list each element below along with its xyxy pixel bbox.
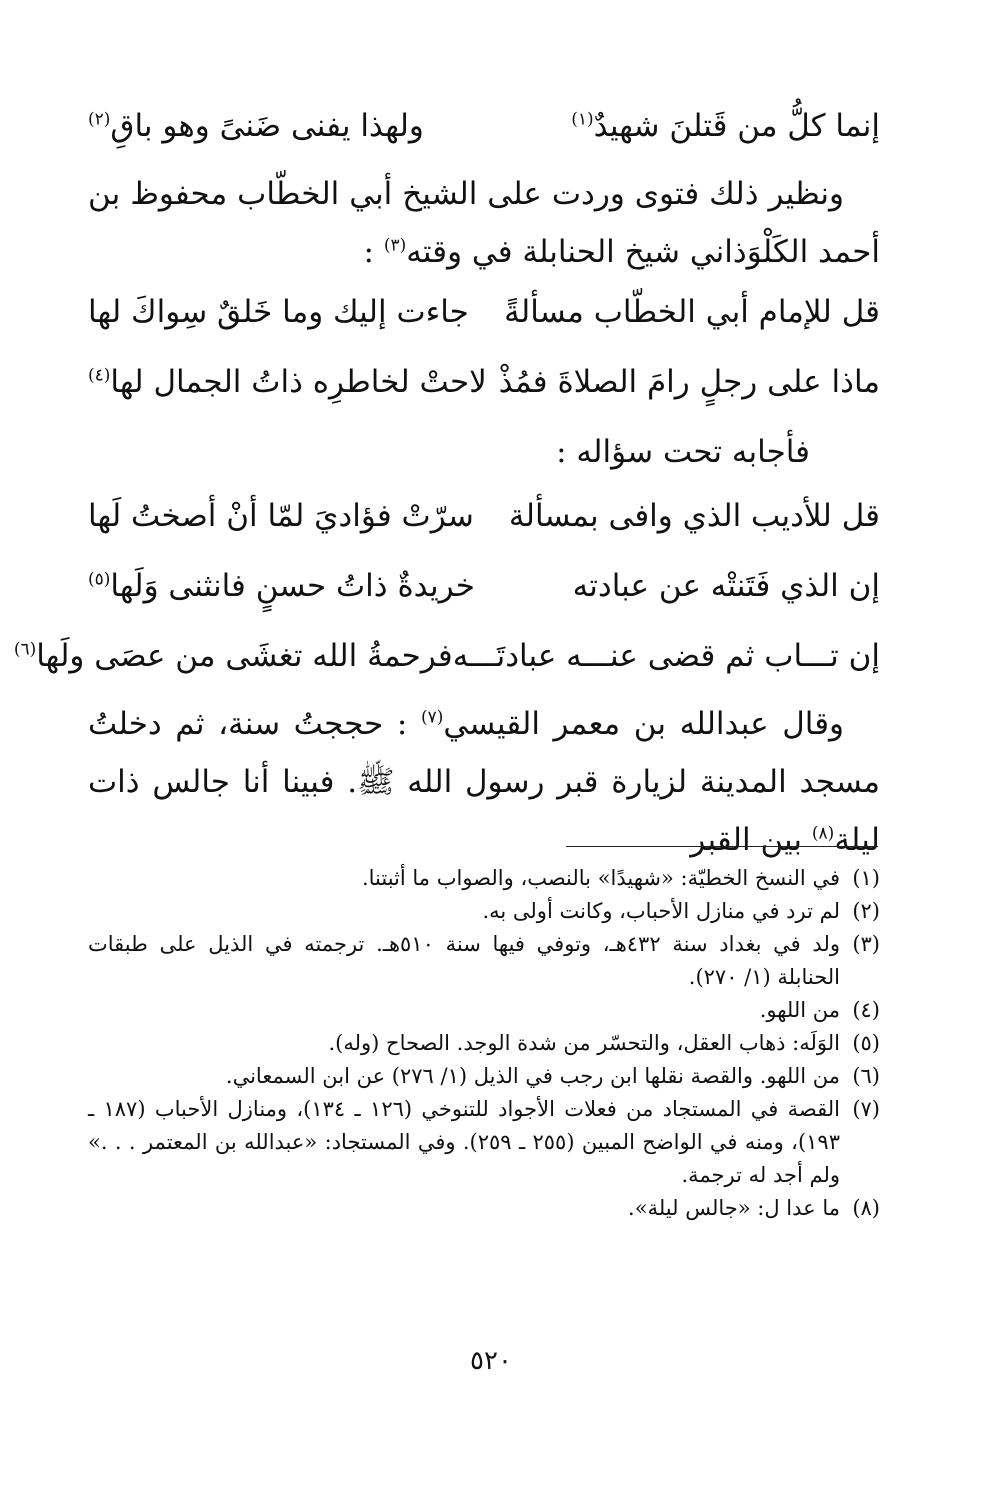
footnote-ref-4[interactable]: (٤) <box>88 365 111 386</box>
verse-line-6 <box>13 625 880 695</box>
footnote-2 <box>88 895 880 928</box>
footnote-text: من اللهو. والقصة نقلها ابن رجب في الذيل (١/ ٢٧٦) عن ابن السمعاني. <box>225 1064 840 1088</box>
verse-3-second-hemistich: لاحتْ لخاطرِه ذاتُ الجمال لها$^{(٤)}$ <box>88 364 487 400</box>
footnote-text: ما عدا ل: «جالس ليلة». <box>628 1196 840 1220</box>
footnote-ref-3[interactable]: (٣) <box>383 235 407 256</box>
main-text <box>13 95 880 869</box>
verse-1-first-hemistich: إنما كلُّ من قَتلنَ شهيدٌ$^{(١)}$ <box>571 108 880 144</box>
paragraph-fatwa-intro: ونظير ذلك فتوى وردت على الشيخ أبي الخطّاب محفوظ بن أحمد الكَلْوَذاني شيخ الحنابلة في وقته$^{(٣)}$ : <box>88 176 880 270</box>
footnote-number: (٢) <box>852 899 880 923</box>
verse-4-first-hemistich: قل للأديب الذي وافى بمسألة <box>508 498 880 534</box>
footnote-number: (٥) <box>852 1031 880 1055</box>
verse-line-4 <box>88 485 880 555</box>
footnote-text: القصة في المستجاد من فعلات الأجواد للتنوخي (١٢٦ ـ ١٣٤)، ومنازل الأحباب (١٨٧ ـ ١٩٣)، ومنه في الواضح المبين (٢٥٥ ـ ٢٥٩). وفي المستجاد: «عبدالله بن المعتمر . . .» ولم أجد له ترجمة. <box>88 1097 840 1187</box>
verse-4-second-hemistich: سرّتْ فؤاديَ لمّا أنْ أصختُ لَها <box>88 498 474 534</box>
footnote-ref-8[interactable]: (٨) <box>811 823 835 844</box>
verse-1-second-hemistich: ولهذا يفنى ضَنىً وهو باقِ$^{(٢)}$ <box>88 108 424 144</box>
footnote-text: لم ترد في منازل الأحباب، وكانت أولى به. <box>482 899 840 923</box>
footnote-number: (٦) <box>852 1064 880 1088</box>
verse-2-second-hemistich: جاءت إليك وما خَلقٌ سِواكَ لها <box>88 294 469 330</box>
footnote-ref-1[interactable]: (١) <box>571 109 594 130</box>
verse-5-first-hemistich: إن الذي فَتَنتْه عن عبادته <box>572 568 880 604</box>
footnote-separator <box>566 846 878 847</box>
verse-line-2 <box>88 281 880 351</box>
footnote-number: (٧) <box>852 1097 880 1121</box>
footnote-ref-2[interactable]: (٢) <box>88 109 111 130</box>
footnote-3 <box>88 928 880 994</box>
verse-3-first-hemistich: ماذا على رجلٍ رامَ الصلاةَ فمُذْ <box>498 364 880 400</box>
footnote-text: في النسخ الخطيّة: «شهيدًا» بالنصب، والصواب ما أثبتنا. <box>361 866 840 890</box>
footnote-text: الوَلَه: ذهاب العقل، والتحسّر من شدة الوجد. الصحاح (وله). <box>328 1031 840 1055</box>
verse-line-5 <box>88 555 880 625</box>
footnote-1 <box>88 862 880 895</box>
verse-2-first-hemistich: قل للإمام أبي الخطّاب مسألةً <box>504 294 880 330</box>
verse-line-3 <box>88 351 880 421</box>
footnotes <box>88 862 880 1225</box>
footnote-text: من اللهو. <box>759 998 840 1022</box>
footnote-4 <box>88 994 880 1027</box>
verse-6-first-hemistich: إن تـــاب ثم قضى عنـــه عبادتَـــه <box>452 638 880 674</box>
verse-5-second-hemistich: خريدةٌ ذاتُ حسنٍ فانثنى وَلَها$^{(٥)}$ <box>88 568 475 604</box>
answer-line: فأجابه تحت سؤاله : <box>556 434 810 470</box>
verse-line-1 <box>88 95 880 165</box>
footnote-number: (٣) <box>852 932 880 956</box>
footnote-number: (١) <box>852 866 880 890</box>
footnote-ref-7[interactable]: (٧) <box>420 707 444 728</box>
footnote-6 <box>88 1060 880 1093</box>
footnote-7 <box>88 1093 880 1192</box>
footnote-number: (٨) <box>852 1196 880 1220</box>
footnote-8 <box>88 1192 880 1225</box>
verse-6-second-hemistich: فرحمةُ الله تغشَى من عصَى ولَها$^{(٦)}$ <box>13 638 453 674</box>
footnote-5 <box>88 1027 880 1060</box>
footnote-ref-5[interactable]: (٥) <box>88 569 111 590</box>
footnote-text: ولد في بغداد سنة ٤٣٢هـ، وتوفي فيها سنة ٥١٠هـ. ترجمته في الذيل على طبقات الحنابلة (١/ ٢٧٠). <box>88 932 840 989</box>
footnote-number: (٤) <box>852 998 880 1022</box>
paragraph-story: وقال عبدالله بن معمر القيسي$^{(٧)}$ : حججتُ سنة، ثم دخلتُ مسجد المدينة لزيارة قبر رسول الله ﷺ. فبينا أنا جالس ذات ليلة$^{(٨)}$ بين القبر <box>88 706 880 858</box>
footnote-ref-6[interactable]: (٦) <box>13 639 37 660</box>
page-number: ٥٢٠ <box>470 1346 512 1376</box>
